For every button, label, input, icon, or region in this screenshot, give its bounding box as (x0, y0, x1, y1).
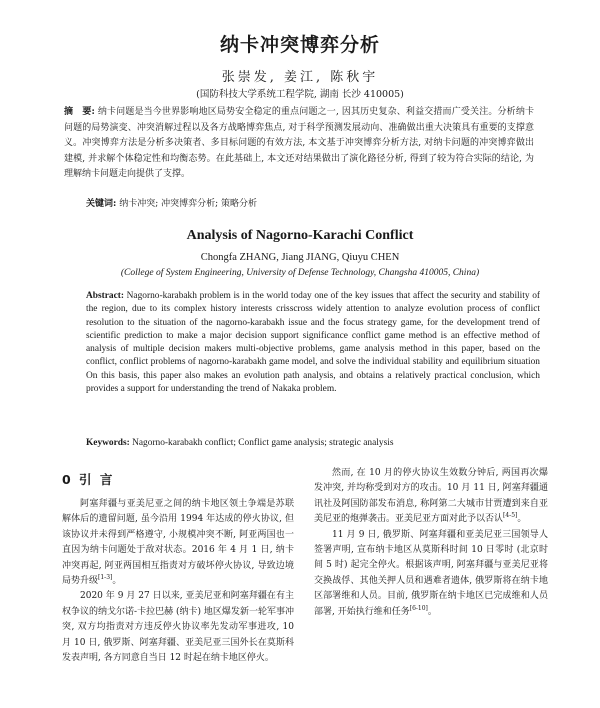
citation: [1-3] (98, 574, 113, 582)
section-heading: 0 引 言 (62, 472, 115, 487)
keywords-cn (86, 196, 536, 209)
keywords-cn-text: 纳卡冲突; 冲突博弈分析; 策略分析 (119, 199, 257, 209)
affiliation-cn: (国防科技大学系统工程学院, 湖南 长沙 410005) (196, 89, 404, 100)
abstract-cn-text: 纳卡问题是当今世界影响地区局势安全稳定的重点问题之一, 因其历史复杂、利益交措而广受关注。分析纳卡问题的局势演变、冲突消解过程以及各方战略博弈焦点, 对于科学预测发展动向、准确做出重大决策具有重要的支撑意义。冲突博弈方法是分析多决策者、多目标问题的有效方法, 本文基于冲突博弈分析方法, 对纳卡问题的冲突博弈做出建模, 并求解个体稳定性和均衡态势。在此基础上, 本文还对结果做出了演化路径分析, 得到了较为符合实际的结论, 为理解纳卡问题走向提供了支撑。 (64, 107, 534, 179)
abstract-en (86, 290, 540, 396)
authors-en: Chongfa ZHANG, Jiang JIANG, Qiuyu CHEN (200, 252, 400, 263)
keywords-cn-label: 关键词: (86, 199, 117, 209)
paper-title-en: Analysis of Nagorno-Karachi Conflict (186, 228, 414, 243)
paragraph: 然而, 在 10 月的停火协议生效数分钟后, 两国再次爆发冲突, 并均称受到对方的攻击。10 月 11 日, 阿塞拜疆通讯社及阿国防部发布消息, 称阿第二大城市甘贾遭到来自亚美尼亚的炮弹袭击。亚美尼亚方面对此予以否认[4-5]。 (314, 468, 548, 525)
paragraph: 阿塞拜疆与亚美尼亚之间的纳卡地区领土争端是苏联解体后的遗留问题, 虽今沿用 1994 年达成的停火协议, 但该协议并未得到严格遵守, 小规模冲突不断, 阿亚两国也一直因为纳卡问题处于敌对状态。2016 年 4 月 1 日, 纳卡冲突再起, 阿亚两国相互指责对方破坏停火协议, 导致边境局势升级[1-3]。 (62, 499, 294, 587)
keywords-en-text: Nagorno-karabakh conflict; Conflict game analysis; strategic analysis (132, 438, 394, 448)
keywords-en (86, 438, 546, 448)
keywords-en-label: Keywords: (86, 438, 130, 448)
citation: [6-10] (409, 604, 428, 612)
paragraph: 2020 年 9 月 27 日以来, 亚美尼亚和阿塞拜疆在有主权争议的纳戈尔诺-卡拉巴赫 (纳卡) 地区爆发新一轮军事冲突, 双方均指责对方违反停火协议率先发动军事进攻, 10 月 10 日, 俄罗斯、阿塞拜疆、亚美尼亚三国外长在莫斯科发表声明, 各方同意自当日 12 时起在纳卡地区停火。 (62, 591, 294, 664)
body-column-right (314, 466, 548, 620)
citation: [4-5] (503, 512, 518, 520)
authors-cn: 张崇发, 姜江, 陈秋宇 (221, 70, 379, 85)
affiliation-en: (College of System Engineering, University of Defense Technology, Changsha 410005, China) (120, 268, 480, 278)
abstract-en-label: Abstract: (86, 291, 125, 301)
abstract-cn (64, 105, 534, 183)
abstract-cn-label: 摘 要: (64, 107, 95, 117)
paragraph: 11 月 9 日, 俄罗斯、阿塞拜疆和亚美尼亚三国领导人签署声明, 宣布纳卡地区从莫斯科时间 10 日零时 (北京时间 5 时) 起完全停火。根据该声明, 阿塞拜疆与亚美尼亚将交换战俘、其他关押人员和遇难者遗体, 俄罗斯将在纳卡地区部署维和人员。目前, 俄罗斯在纳卡地区已完成维和人员部署, 开始执行维和任务[6-10]。 (314, 529, 548, 617)
body-column-left (62, 497, 294, 666)
paper-title-cn: 纳卡冲突博弈分析 (219, 34, 380, 56)
abstract-en-text: Nagorno-karabakh problem is in the world today one of the key issues that affect the security and stability of the region, due to its complex history interests crisscross widely attention to analyze evolution process of conflict resolution to the situation of the nagorno-karabakh issue and the focus strategy game, for the development trend of scientific prediction to make a major decision support significance conflict game method is an effective method of analysis of multiple decision makers multi-objective problems, game analysis method in this paper, based on the conflict, conflict problems of nagorno-karabakh game model, and solve the individual stability and equilibrium situation On this basis, this paper also makes an evolution path analysis, and obtains a relatively practical conclusion, which provides a support for understanding the trend of Nakaka problem. (86, 291, 541, 395)
